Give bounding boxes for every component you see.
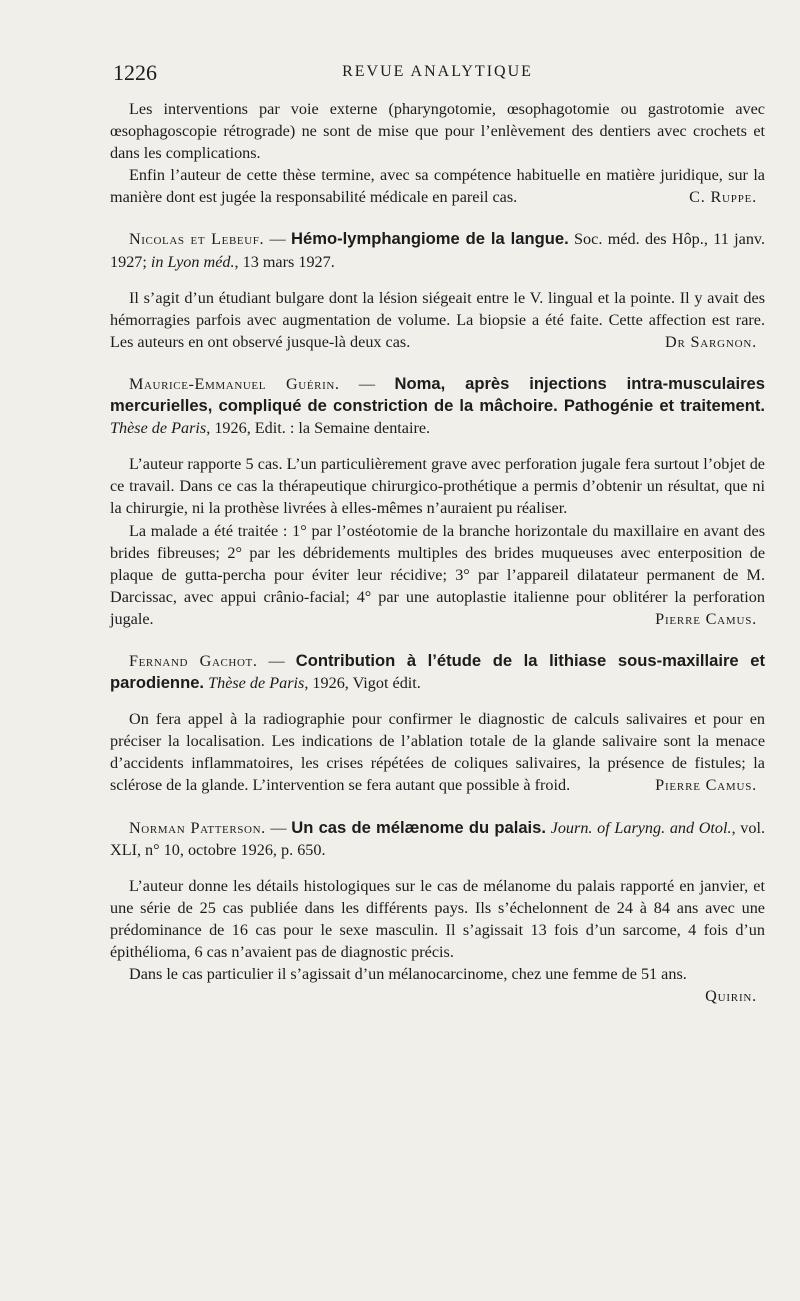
entry-2-title: Noma, après injections intra-musculaires mercurielles, compliqué de constriction de la mâchoire. Pathogénie et traitement. [110,373,766,416]
abstract-entry-2 [110,373,765,630]
entry-2-paragraph-1: L’auteur rapporte 5 cas. L’un particulièrement grave avec perforation jugale fera surtout l’objet de ce travail. Dans ce cas la thérapeutique chirurgico-prothétique a permis d’obtenir un résultat, que ni la chirurgie, ni la prothèse livrées à elles-mêmes n’auraient pu réaliser. [110,455,765,518]
entry-3-source-c: , 1926, Vigot édit. [304,674,421,693]
spacer [110,353,765,373]
page-number: 1226 [113,60,157,85]
entry-4-paragraph-2 [110,963,765,1007]
entry-3-title: Contribution à l’étude de la lithiase sous-maxillaire et parodienne. [110,650,765,693]
intro-paragraph-2 [110,164,765,208]
entry-2-source-b: Thèse de Paris [110,419,207,438]
entry-4-heading [110,817,765,861]
entry-2-authors: Maurice-Emmanuel Guérin. [129,374,340,393]
entry-4-source-c: , vol. XLI, n° 10, octobre 1926, p. 650. [110,818,766,859]
entry-1-body [110,287,765,353]
page-content [110,98,765,1007]
spacer [110,797,765,817]
intro-paragraph-2-text: Enfin l’auteur de cette thèse termine, avec sa compétence habituelle en matière juridique, sur la manière dont est jugée la responsabilité médicale en pareil cas. [110,166,765,207]
entry-2-dash: — [339,374,395,393]
running-title: REVUE ANALYTIQUE [342,63,533,80]
entry-4-dash: — [265,818,292,837]
entry-4-source-b: Journ. of Laryng. and Otol. [550,818,732,837]
spacer [110,273,765,287]
entry-4-title: Un cas de mélænome du palais. [291,817,546,837]
entry-3-signature: Pierre Camus. [655,776,757,795]
entry-2-paragraph-2 [110,520,765,630]
intro-section [110,98,765,208]
entry-2-source-c: , 1926, Edit. : la Semaine dentaire. [206,419,431,438]
spacer [110,208,765,228]
entry-4-authors: Norman Patterson. [129,818,266,837]
entry-1-signature: Dr Sargnon. [665,332,757,351]
entry-1-title: Hémo-lymphangiome de la langue. [290,229,569,249]
intro-paragraph-1: Les interventions par voie externe (pharyngotomie, œsophagotomie ou gastrotomie avec œsophagoscopie rétrograde) ne sont de mise que pour l’enlèvement des dentiers avec crochets et dans les complications. [110,100,765,163]
entry-1-authors: Nicolas et Lebeuf. [129,230,265,249]
spacer [110,694,765,708]
entry-4-paragraph-1: L’auteur donne les détails histologiques sur le cas de mélanome du palais rapporté en janvier, et une série de 25 cas publiée dans les différents pays. Ils s’échelonnent de 24 à 84 ans avec une prédominance de 16 cas pour le sexe masculin. Il s’agissait 13 fois d’un sarcome, 4 fois d’un épithélioma, 6 cas n’avaient pas de diagnostic précis. [110,876,765,961]
abstract-entry-1 [110,228,765,352]
entry-3-body-text: On fera appel à la radiographie pour confirmer le diagnostic de calculs salivaires et pour en préciser la localisation. Les indications de l’ablation totale de la glande salivaire sont la menace d’accidents inflammatoires, les crises répétées de coliques salivaires, la présence de fistules; la sclérose de la glande. L’intervention se fera autant que possible à froid. [110,710,765,795]
entry-1-source-b: in Lyon méd. [150,252,235,271]
entry-3-body [110,708,765,796]
entry-1-source-a: Soc. méd. des Hôp., 11 janv. 1927; [110,230,765,271]
abstract-entry-3 [110,650,765,797]
page-header [110,60,765,90]
entry-1-dash: — [264,230,291,249]
entry-2-heading [110,373,765,439]
spacer [110,630,765,650]
entry-3-dash: — [257,651,296,670]
abstract-entry-4 [110,817,765,1008]
spacer [110,439,765,453]
entry-1-heading [110,228,765,272]
entry-1-body-text: Il s’agit d’un étudiant bulgare dont la lésion siégeait entre le V. lingual et la pointe. Il y avait des hémorragies parfois avec augmentation de volume. La biopsie a été faite. Cette affection est rare. Les auteurs en ont observé jusque-là deux cas. [110,288,765,351]
entry-3-source-b: Thèse de Paris [208,674,305,693]
spacer [110,861,765,875]
intro-signature: C. Ruppe. [689,188,757,207]
entry-1-source-c: , 13 mars 1927. [234,252,335,271]
entry-2-paragraph-2-text: La malade a été traitée : 1° par l’ostéotomie de la branche horizontale du maxillaire en avant des brides fibreuses; 2° par les débridements multiples des brides muqueuses avec enterposition de plaque de gutta-percha pour éviter leur récidive; 3° par l’appareil dilatateur permanent de M. Darcissac, avec appui crânio-facial; 4° par une autoplastie italienne pour oblitérer la perforation jugale. [110,521,765,628]
entry-4-paragraph-2-text: Dans le cas particulier il s’agissait d’un mélanocarcinome, chez une femme de 51 ans. [129,965,687,984]
entry-4-signature: Quirin. [705,987,757,1006]
entry-2-signature: Pierre Camus. [655,609,757,628]
entry-3-authors: Fernand Gachot. [129,651,258,670]
entry-3-heading [110,650,765,694]
